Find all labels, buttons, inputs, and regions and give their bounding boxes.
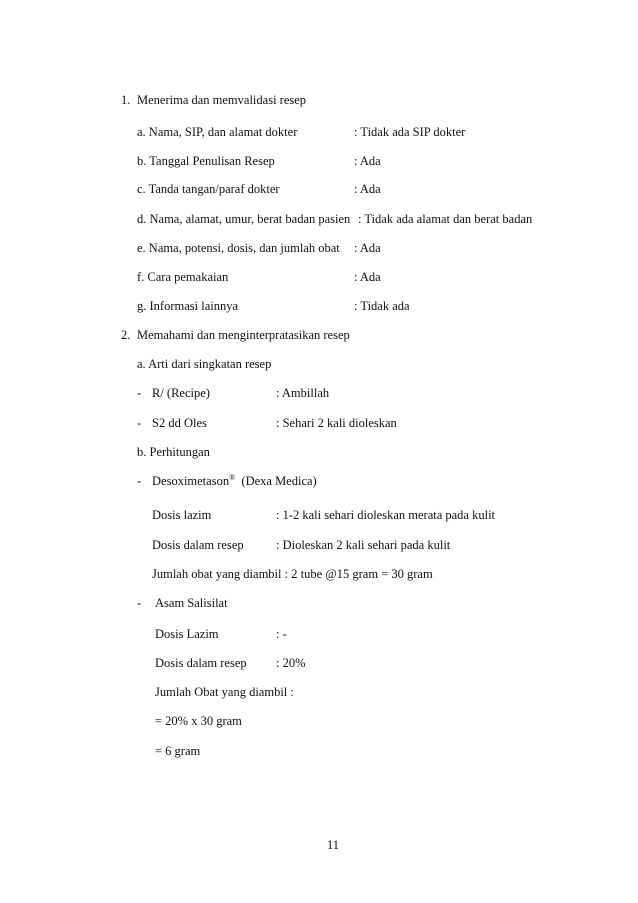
- section1-item-label: b. Tanggal Penulisan Resep: [137, 154, 275, 168]
- drug2-row-label: Dosis dalam resep: [155, 656, 247, 670]
- abbr-value: : Sehari 2 kali dioleskan: [276, 416, 397, 430]
- drug1-title: [152, 474, 317, 489]
- subsection-a-title: a. Arti dari singkatan resep: [137, 357, 272, 371]
- page-number: 11: [327, 838, 340, 852]
- section2-number: 2.: [121, 328, 131, 342]
- section1-item-label: a. Nama, SIP, dan alamat dokter: [137, 125, 298, 139]
- abbr-term: S2 dd Oles: [152, 416, 207, 430]
- section1-item-label: c. Tanda tangan/paraf dokter: [137, 182, 280, 196]
- drug2-name: Asam Salisilat: [155, 596, 228, 610]
- drug1-row-value: : Dioleskan 2 kali sehari pada kulit: [276, 538, 451, 552]
- drug1-brand: (Dexa Medica): [241, 474, 317, 488]
- section2-title: Memahami dan menginterpratasikan resep: [137, 328, 350, 342]
- drug1-row-value: : 1-2 kali sehari dioleskan merata pada kulit: [276, 508, 496, 522]
- drug1-dash: -: [137, 474, 142, 488]
- section1-item-label: f. Cara pemakaian: [137, 270, 229, 284]
- drug2-amount-label: Jumlah Obat yang diambil :: [155, 685, 294, 699]
- drug1-name: Desoximetason: [152, 474, 230, 488]
- abbr-dash: -: [137, 386, 142, 400]
- drug2-row-value: : 20%: [276, 656, 306, 670]
- section1-item-label: d. Nama, alamat, umur, berat badan pasien: [137, 212, 351, 226]
- section1-item-value: : Ada: [354, 182, 381, 196]
- section1-item-value: : Tidak ada SIP dokter: [354, 125, 466, 139]
- drug2-calc-line: = 6 gram: [155, 744, 201, 758]
- abbr-dash: -: [137, 416, 142, 430]
- drug1-row-label: Dosis dalam resep: [152, 538, 244, 552]
- drug1-row-label: Dosis lazim: [152, 508, 212, 522]
- section1-title: Menerima dan memvalidasi resep: [137, 93, 307, 107]
- section1-number: 1.: [121, 93, 131, 107]
- section1-item-value: : Ada: [354, 241, 381, 255]
- section1-item-value: : Tidak ada: [354, 299, 410, 313]
- section1-item-value: : Ada: [354, 154, 381, 168]
- registered-mark: ®: [229, 472, 236, 482]
- drug2-row-value: : -: [276, 627, 287, 641]
- abbr-value: : Ambillah: [276, 386, 330, 400]
- drug2-calc-line: = 20% x 30 gram: [155, 714, 242, 728]
- section1-item-label: e. Nama, potensi, dosis, dan jumlah obat: [137, 241, 340, 255]
- drug2-row-label: Dosis Lazim: [155, 627, 219, 641]
- drug2-dash: -: [137, 596, 142, 610]
- subsection-b-title: b. Perhitungan: [137, 445, 210, 459]
- abbr-term: R/ (Recipe): [152, 386, 210, 400]
- section1-item-value: : Tidak ada alamat dan berat badan: [358, 212, 533, 226]
- section1-item-label: g. Informasi lainnya: [137, 299, 239, 313]
- drug1-amount: Jumlah obat yang diambil : 2 tube @15 gram = 30 gram: [152, 567, 433, 581]
- section1-item-value: : Ada: [354, 270, 381, 284]
